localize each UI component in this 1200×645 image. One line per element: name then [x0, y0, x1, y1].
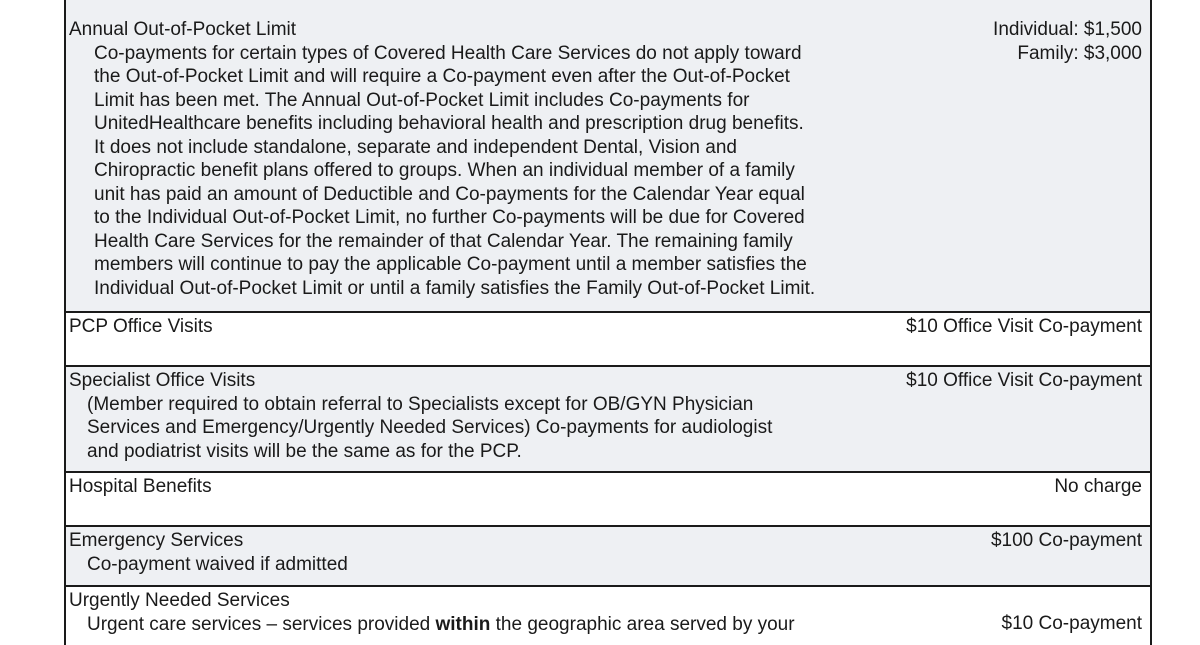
description-line: members will continue to pay the applicable Co-payment until a member satisfies the: [94, 254, 807, 275]
row-description: [69, 553, 971, 577]
value-line: $10 Co-payment: [1001, 613, 1142, 634]
description-line: Co-payment waived if admitted: [87, 553, 348, 575]
description-line: unit has paid an amount of Deductible and Co-payments for the Calendar Year equal: [94, 183, 805, 205]
row-title: Emergency Services: [69, 530, 244, 551]
description-text: Urgent care services – services provided: [87, 613, 436, 635]
value-line: $100 Co-payment: [990, 530, 1142, 551]
description-line: to the Individual Out-of-Pocket Limit, no further Co-payments will be due for Covered: [94, 207, 805, 228]
table-row: [66, 525, 1150, 585]
value-line: Family: $3,000: [1017, 42, 1142, 64]
value-line: $10 Office Visit Co-payment: [906, 370, 1142, 391]
row-left-cell: [69, 18, 973, 311]
description-line: UnitedHealthcare benefits including behavioral health and prescription drug benefits.: [94, 113, 804, 134]
row-left-cell: [69, 315, 886, 365]
row-left-cell: [69, 529, 971, 585]
description-line: Individual Out-of-Pocket Limit or until a family satisfies the Family Out-of-Pocket Limit.: [94, 277, 816, 299]
row-description: [69, 393, 886, 464]
row-title: Urgently Needed Services: [69, 590, 290, 611]
table-row: [66, 311, 1150, 365]
benefits-table: [64, 0, 1152, 645]
row-left-cell: [69, 475, 1034, 525]
description-line: (Member required to obtain referral to Specialists except for OB/GYN Physician: [87, 393, 754, 415]
table-row: [66, 365, 1150, 471]
value-line: No charge: [1054, 476, 1142, 497]
description-emphasis: within: [435, 613, 491, 635]
description-line: [87, 613, 982, 637]
row-title: Specialist Office Visits: [69, 370, 256, 391]
table-row: [66, 471, 1150, 525]
row-left-cell: [69, 369, 886, 471]
row-value: [886, 315, 1142, 365]
value-line: $10 Office Visit Co-payment: [906, 316, 1142, 337]
row-title: PCP Office Visits: [69, 316, 213, 337]
description-line: Co-payments for certain types of Covered Health Care Services do not apply toward: [94, 42, 802, 64]
row-description: [69, 613, 982, 637]
description-line: and podiatrist visits will be the same as for the PCP.: [87, 440, 522, 462]
row-value: [982, 589, 1142, 645]
row-value: [971, 529, 1142, 585]
description-line: It does not include standalone, separate and independent Dental, Vision and: [94, 136, 737, 158]
row-title: Annual Out-of-Pocket Limit: [69, 19, 297, 40]
description-line: Chiropractic benefit plans offered to groups. When an individual member of a family: [94, 160, 795, 181]
table-row: [66, 585, 1150, 645]
row-left-cell: [69, 589, 982, 645]
row-value: [973, 18, 1142, 311]
description-line: Health Care Services for the remainder of that Calendar Year. The remaining family: [94, 230, 793, 252]
description-line: the Out-of-Pocket Limit and will require a Co-payment even after the Out-of-Pocket: [94, 66, 790, 87]
description-line: Services and Emergency/Urgently Needed Services) Co-payments for audiologist: [87, 417, 773, 438]
row-value: [1034, 475, 1142, 525]
value-line: Individual: $1,500: [993, 19, 1142, 40]
description-line: Limit has been met. The Annual Out-of-Pocket Limit includes Co-payments for: [94, 89, 750, 111]
description-text: the geographic area served by your: [490, 613, 795, 635]
row-title: Hospital Benefits: [69, 476, 212, 497]
row-description: [69, 42, 973, 301]
table-row: [66, 0, 1150, 311]
row-value: [886, 369, 1142, 471]
